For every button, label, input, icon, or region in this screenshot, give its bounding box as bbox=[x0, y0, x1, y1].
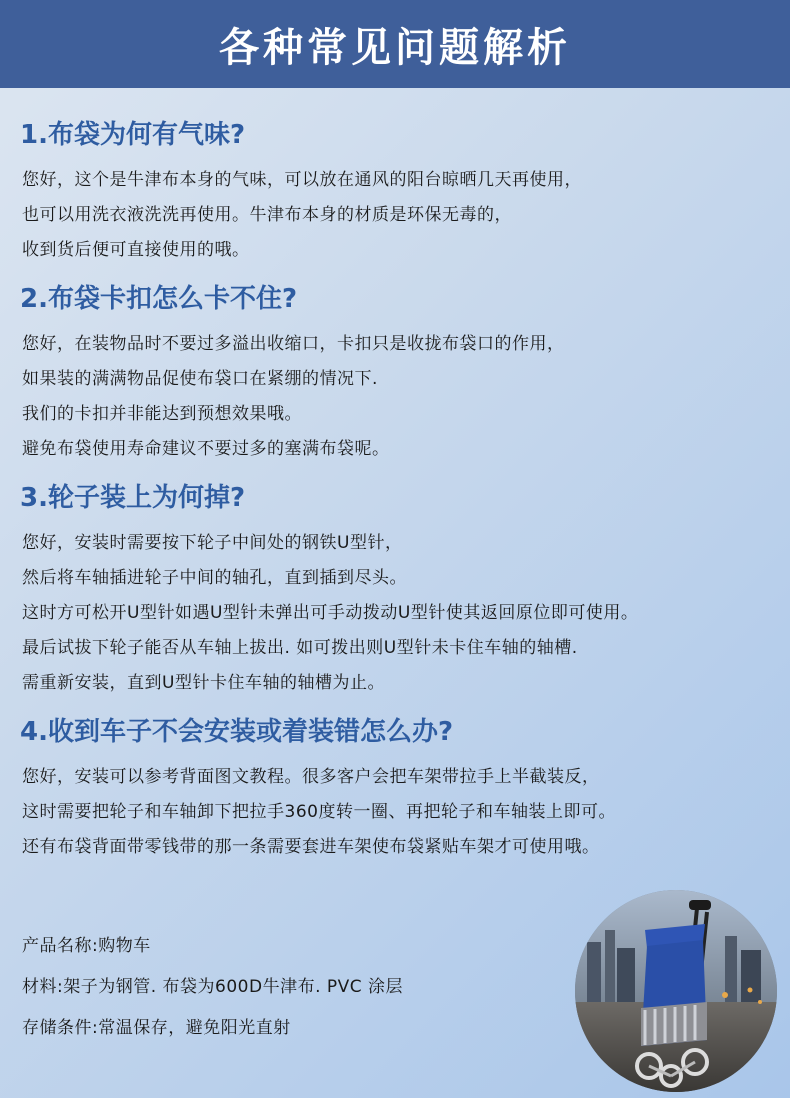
faq-section-3 bbox=[22, 477, 768, 701]
faq-answer-4 bbox=[22, 760, 768, 865]
faq-line: 如果装的满满物品促使布袋口在紧绷的情况下. bbox=[22, 369, 378, 389]
faq-line: 您好，安装可以参考背面图文教程。很多客户会把车架带拉手上半截装反， bbox=[22, 767, 600, 787]
product-specs bbox=[22, 926, 403, 1049]
page-header bbox=[0, 0, 790, 88]
faq-section-2 bbox=[22, 278, 768, 467]
faq-line: 您好，在装物品时不要过多溢出收缩口，卡扣只是收拢布袋口的作用， bbox=[22, 334, 565, 354]
shopping-trolley-image bbox=[575, 890, 777, 1092]
product-photo bbox=[575, 890, 777, 1092]
spec-product-name: 产品名称:购物车 bbox=[22, 936, 151, 956]
spec-storage: 存储条件:常温保存，避免阳光直射 bbox=[22, 1018, 291, 1038]
spec-material: 材料:架子为钢管. 布袋为600D牛津布. PVC 涂层 bbox=[22, 977, 404, 997]
faq-line: 您好，安装时需要按下轮子中间处的钢铁U型针， bbox=[22, 533, 403, 553]
faq-line: 这时方可松开U型针如遇U型针未弹出可手动拨动U型针使其返回原位即可使用。 bbox=[22, 603, 639, 623]
faq-section-1 bbox=[22, 114, 768, 268]
faq-section-4 bbox=[22, 711, 768, 865]
faq-title-4: 4.收到车子不会安装或着装错怎么办? bbox=[20, 717, 454, 747]
faq-line: 也可以用洗衣液洗洗再使用。牛津布本身的材质是环保无毒的， bbox=[22, 205, 512, 225]
page-title: 各种常见问题解析 bbox=[219, 24, 571, 71]
faq-line: 我们的卡扣并非能达到预想效果哦。 bbox=[22, 404, 302, 424]
faq-answer-3 bbox=[22, 526, 768, 701]
faq-answer-1 bbox=[22, 163, 768, 268]
faq-line: 收到货后便可直接使用的哦。 bbox=[22, 240, 250, 260]
faq-line: 需重新安装，直到U型针卡住车轴的轴槽为止。 bbox=[22, 673, 385, 693]
faq-line: 还有布袋背面带零钱带的那一条需要套进车架使布袋紧贴车架才可使用哦。 bbox=[22, 837, 600, 857]
faq-list bbox=[0, 88, 790, 865]
faq-title-1: 1.布袋为何有气味? bbox=[20, 120, 246, 150]
faq-line: 这时需要把轮子和车轴卸下把拉手360度转一圈、再把轮子和车轴装上即可。 bbox=[22, 802, 616, 822]
faq-line: 避免布袋使用寿命建议不要过多的塞满布袋呢。 bbox=[22, 439, 390, 459]
faq-title-2: 2.布袋卡扣怎么卡不住? bbox=[20, 284, 298, 314]
faq-line: 最后试拔下轮子能否从车轴上拔出. 如可拨出则U型针未卡住车轴的轴槽. bbox=[22, 638, 578, 658]
faq-answer-2 bbox=[22, 327, 768, 467]
faq-line: 您好，这个是牛津布本身的气味，可以放在通风的阳台晾晒几天再使用， bbox=[22, 170, 582, 190]
faq-line: 然后将车轴插进轮子中间的轴孔，直到插到尽头。 bbox=[22, 568, 407, 588]
faq-title-3: 3.轮子装上为何掉? bbox=[20, 483, 246, 513]
